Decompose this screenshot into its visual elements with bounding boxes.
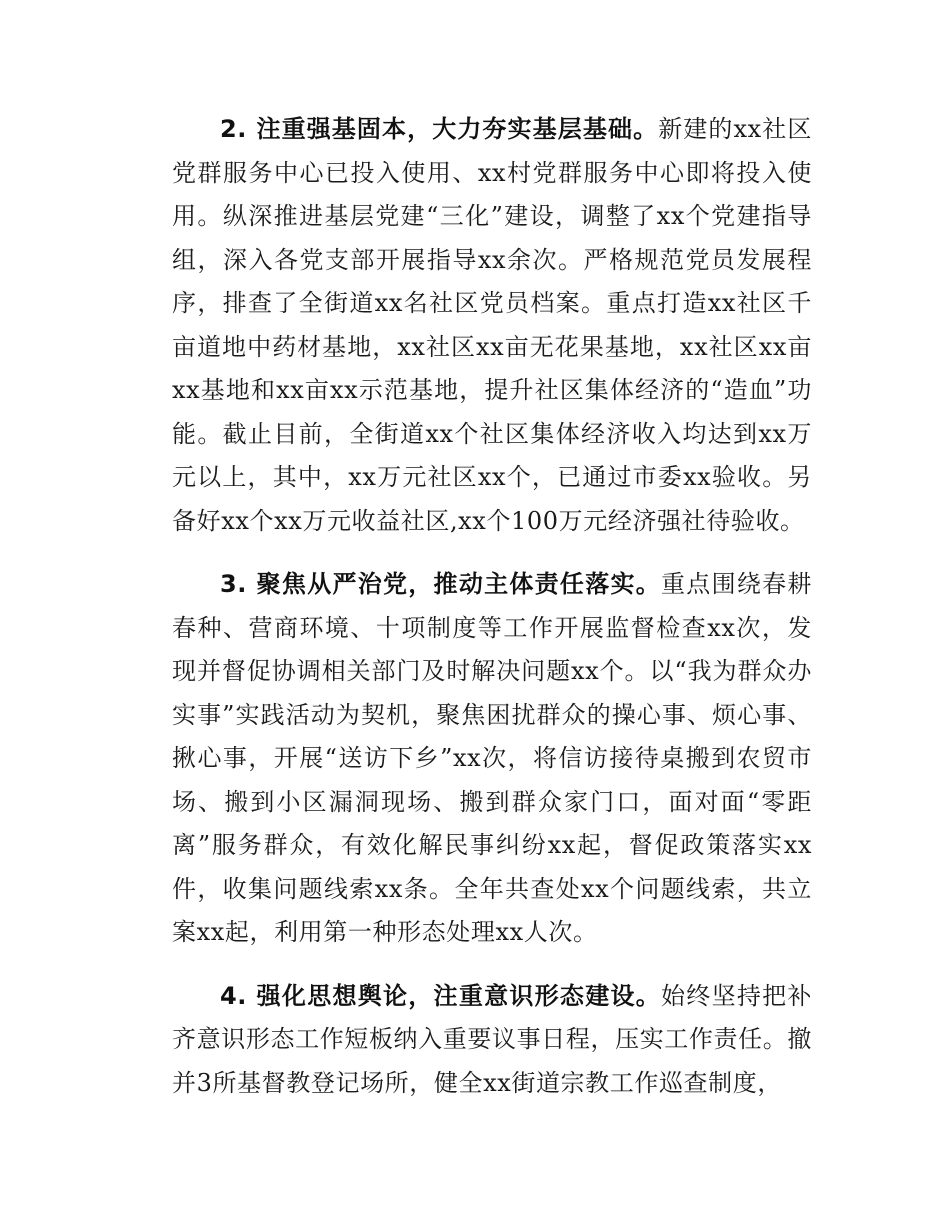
paragraph-2 — [172, 108, 812, 543]
paragraph-heading: 2. 注重强基固本，大力夯实基层基础。 — [220, 115, 659, 143]
paragraph-heading: 3. 聚焦从严治党，推动主体责任落实。 — [220, 570, 662, 598]
paragraph-text: 新建的xx社区党群服务中心已投入使用、xx村党群服务中心即将投入使用。纵深推进基层党建“三化”建设，调整了xx个党建指导组，深入各党支部开展指导xx余次。严格规范党员发展程序，排查了全街道xx名社区党员档案。重点打造xx社区千亩道地中药材基地，xx社区xx亩无花果基地，xx社区xx亩xx基地和xx亩xx示范基地，提升社区集体经济的“造血”功能。截止目前，全街道xx个社区集体经济收入均达到xx万元以上，其中，xx万元社区xx个，已通过市委xx验收。另备好xx个xx万元收益社区,xx个100万元经济强社待验收。 — [172, 115, 812, 535]
paragraph-4 — [172, 975, 812, 1106]
paragraph-3 — [172, 563, 812, 955]
paragraph-heading: 4. 强化思想舆论，注重意识形态建设。 — [220, 981, 662, 1010]
document-body — [172, 108, 812, 1125]
paragraph-text: 始终坚持把补齐意识形态工作短板纳入重要议事日程，压实工作责任。撤并3所基督教登记场所，健全xx街道宗教工作巡查制度， — [172, 981, 812, 1097]
paragraph-text: 重点围绕春耕春种、营商环境、十项制度等工作开展监督检查xx次，发现并督促协调相关部门及时解决问题xx个。以“我为群众办实事”实践活动为契机，聚焦困扰群众的操心事、烦心事、揪心事，开展“送访下乡”xx次，将信访接待桌搬到农贸市场、搬到小区漏洞现场、搬到群众家门口，面对面“零距离”服务群众，有效化解民事纠纷xx起，督促政策落实xx件，收集问题线索xx条。全年共查处xx个问题线索，共立案xx起，利用第一种形态处理xx人次。 — [172, 570, 812, 946]
